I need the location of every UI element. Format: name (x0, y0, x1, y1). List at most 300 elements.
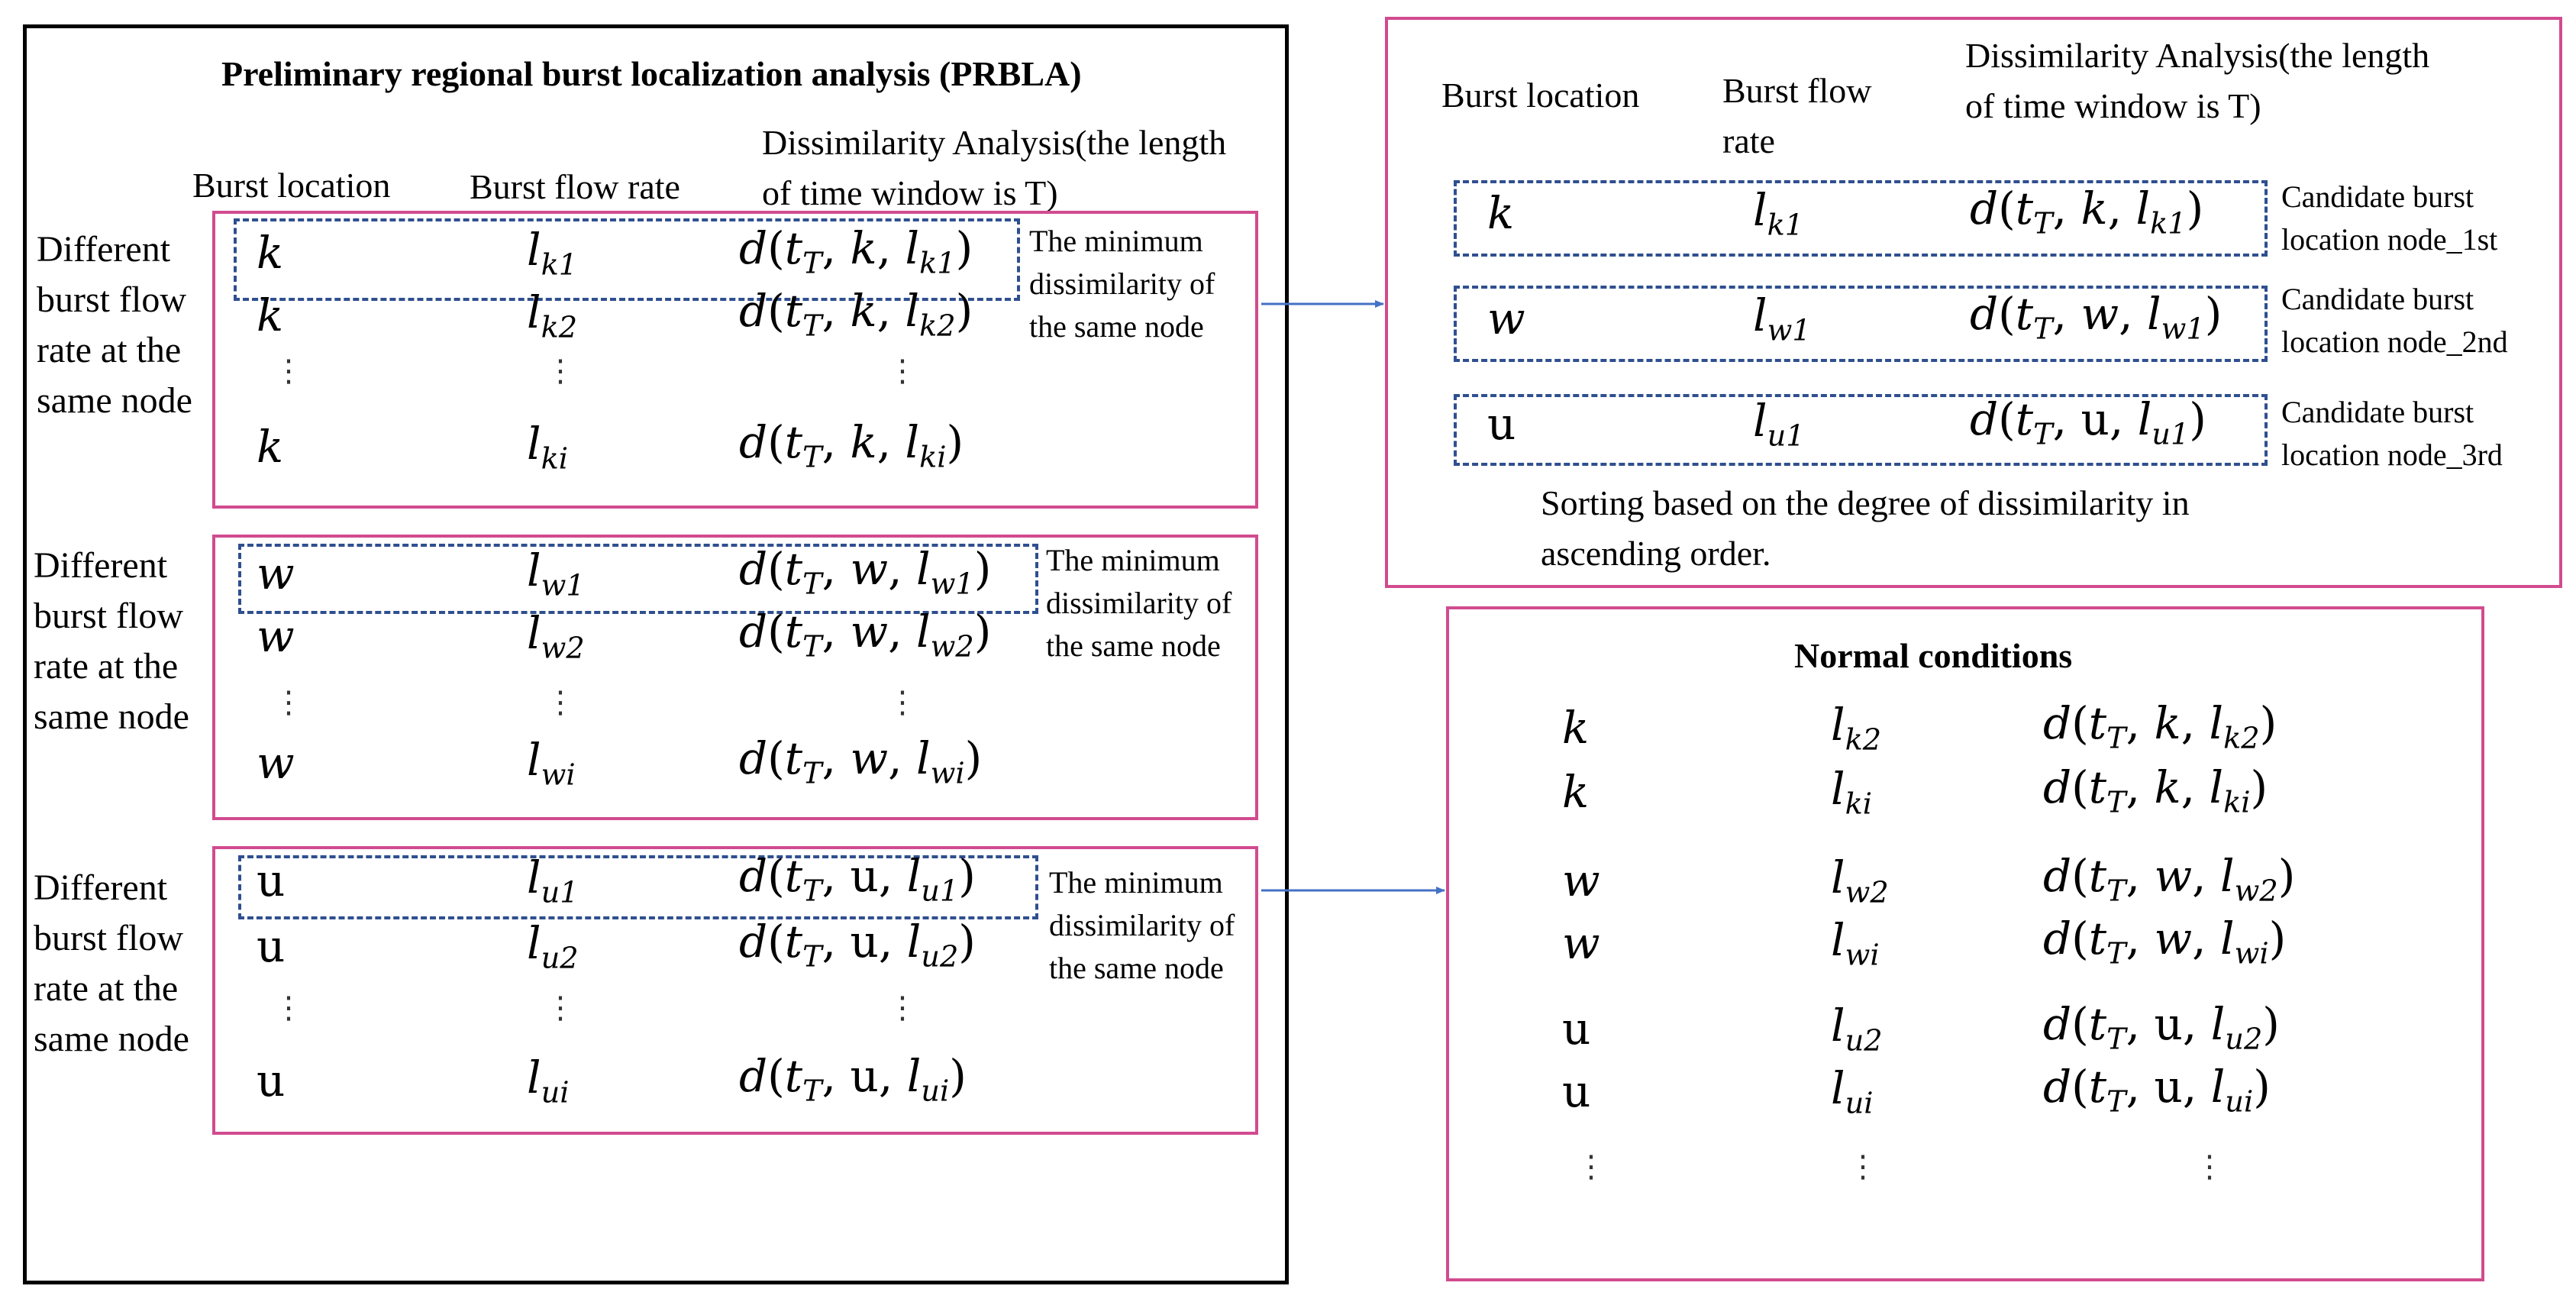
normal-row-5-dissimilarity-close: ) (2262, 998, 2280, 1050)
normal-row-6-dissimilarity-sep2: , (2182, 1061, 2211, 1113)
candidate-row-2-dissimilarity-node: w (2080, 288, 2119, 340)
normal-row-3-flow-base: l (1831, 851, 1845, 903)
g3-row3-dissimilarity-t: t (784, 1050, 803, 1102)
g3-row1-dissimilarity-node: u (850, 850, 879, 902)
g1-row1-flow (527, 224, 578, 283)
normal-row-1-dissimilarity-t-sub: T (2106, 721, 2126, 756)
g2-dissimilarity-ellipsis: ⋮ (887, 685, 918, 720)
g1-row3-dissimilarity-node: k (850, 416, 877, 468)
g2-row3-location (257, 737, 295, 789)
normal-row-4-location-text: w (1562, 917, 1600, 969)
candidate-row-3-dissimilarity-open: ( (1998, 393, 2016, 445)
candidate-row-2-flow-sub: w1 (1767, 313, 1811, 348)
g1-row1-location-text: k (257, 227, 284, 279)
candidate-row-1-dissimilarity-close: ) (2186, 183, 2204, 234)
g1-row3-dissimilarity-fn: d (739, 416, 768, 468)
candidate-label-3rd: Candidate burst location node_3rd (2281, 395, 2503, 472)
g1-row3-dissimilarity-l-sub: ki (919, 440, 947, 475)
g3-row1-location-text: u (257, 855, 286, 906)
g2-row2-dissimilarity-t: t (784, 606, 803, 657)
normal-row-5-dissimilarity-t-sub: T (2106, 1022, 2126, 1057)
g3-row1-flow-base: l (527, 851, 541, 903)
normal-conditions-title: Normal conditions (1794, 636, 2073, 675)
g3-row2-flow-base: l (527, 917, 541, 969)
normal-row-3-dissimilarity-close: ) (2277, 850, 2296, 902)
g2-row2-dissimilarity-node: w (850, 606, 889, 657)
normal-row-5-location-text: u (1562, 1003, 1591, 1055)
normal-row-6-dissimilarity-sep1: , (2126, 1061, 2155, 1113)
candidate-row-1-dissimilarity-open: ( (1998, 183, 2016, 234)
normal-row-2-dissimilarity-sep2: , (2181, 761, 2210, 813)
candidate-row-1-flow (1753, 184, 1804, 243)
g3-row1-flow (527, 851, 579, 910)
normal-row-1-dissimilarity-node: k (2154, 697, 2181, 749)
candidate-row-2-location-text: w (1487, 292, 1525, 344)
normal-dissimilarity-ellipsis: ⋮ (2194, 1149, 2225, 1184)
group-u-note: The minimum dissimilarity of the same node (1049, 865, 1235, 985)
g3-row2-dissimilarity-t: t (784, 916, 803, 968)
g2-row2-dissimilarity (739, 606, 992, 664)
g1-row3-location-text: k (257, 421, 284, 473)
g2-row1-flow (527, 544, 585, 603)
candidate-row-2-dissimilarity-t: t (2015, 288, 2034, 340)
g3-row2-dissimilarity-fn: d (739, 916, 768, 968)
g1-row3-dissimilarity-open: ( (767, 416, 785, 468)
group-k-side-label: Different burst flow rate at the same node (37, 229, 192, 421)
g3-row2-flow-sub: u2 (541, 941, 579, 976)
normal-row-6-dissimilarity-l-sub: ui (2225, 1084, 2254, 1119)
g1-row1-flow-base: l (527, 224, 541, 276)
normal-row-1-dissimilarity-t: t (2088, 697, 2107, 749)
normal-row-2-dissimilarity-node: k (2154, 761, 2181, 813)
normal-row-6-flow-sub: ui (1845, 1086, 1874, 1121)
g2-row2-dissimilarity-l-sub: w2 (930, 629, 974, 664)
g3-row1-dissimilarity-t: t (784, 850, 803, 902)
normal-row-1-dissimilarity-sep2: , (2181, 697, 2210, 749)
g1-flow-ellipsis: ⋮ (545, 354, 576, 389)
g1-row3-flow-base: l (527, 418, 541, 470)
g3-row3-dissimilarity-node: u (850, 1050, 879, 1102)
g1-row3-dissimilarity-close: ) (946, 416, 964, 468)
group-k-note: The minimum dissimilarity of the same node (1029, 224, 1215, 344)
normal-row-5-dissimilarity (2043, 998, 2280, 1057)
normal-row-3-dissimilarity-sep1: , (2126, 850, 2155, 902)
normal-row-6-dissimilarity-open: ( (2071, 1061, 2089, 1113)
normal-row-6-dissimilarity (2043, 1061, 2271, 1119)
g2-row1-dissimilarity-sep1: , (822, 543, 851, 595)
normal-row-4-dissimilarity-open: ( (2071, 913, 2089, 964)
candidate-row-1-location-text: k (1487, 187, 1515, 239)
g3-row3-dissimilarity-l: l (906, 1050, 922, 1102)
normal-row-4-dissimilarity-sep1: , (2126, 913, 2155, 964)
normal-row-1-dissimilarity (2043, 697, 2277, 756)
g3-row2-dissimilarity-open: ( (767, 916, 785, 968)
g2-row1-dissimilarity-fn: d (739, 543, 768, 595)
candidate-row-2-dissimilarity (1970, 288, 2223, 347)
g3-row1-dissimilarity (739, 850, 976, 909)
g2-row1-dissimilarity-t: t (784, 543, 803, 595)
normal-row-2-dissimilarity-open: ( (2071, 761, 2089, 813)
g1-row2-dissimilarity-sep1: , (822, 285, 851, 337)
candidate-row-2-dissimilarity-close: ) (2204, 288, 2223, 340)
normal-row-6-dissimilarity-t: t (2088, 1061, 2107, 1113)
candidate-row-2-dissimilarity-sep2: , (2119, 288, 2148, 340)
g3-row3-dissimilarity-fn: d (739, 1050, 768, 1102)
g2-row3-dissimilarity-node: w (850, 732, 889, 784)
g1-row1-dissimilarity-open: ( (767, 222, 785, 274)
g1-row2-dissimilarity (739, 285, 973, 344)
candidate-row-2-dissimilarity-l: l (2147, 288, 2161, 340)
g1-row3-dissimilarity-sep1: , (822, 416, 851, 468)
normal-row-3-dissimilarity-sep2: , (2192, 850, 2221, 902)
normal-row-2-dissimilarity-t: t (2088, 761, 2107, 813)
group-u-side-label: Different burst flow rate at the same node (34, 867, 189, 1059)
g2-row3-flow (527, 734, 576, 793)
candidate-row-2-location (1487, 292, 1525, 344)
g2-row1-dissimilarity-close: ) (973, 543, 992, 595)
normal-row-1-dissimilarity-close: ) (2259, 697, 2277, 749)
g2-row1-dissimilarity-node: w (850, 543, 889, 595)
g3-row3-location (257, 1055, 286, 1107)
g3-row2-flow (527, 917, 579, 976)
normal-row-3-dissimilarity-l-sub: w2 (2234, 874, 2278, 909)
g3-row3-location-text: u (257, 1055, 286, 1107)
candidate-row-1-dissimilarity-t: t (2015, 183, 2034, 234)
normal-row-4-location (1562, 917, 1600, 969)
normal-row-4-dissimilarity-node: w (2154, 913, 2193, 964)
g1-row2-flow-sub: k2 (541, 310, 578, 345)
cand-header-dissimilarity-analysis: Dissimilarity Analysis(the length of time window is T) (1965, 36, 2430, 125)
normal-row-1-flow (1831, 699, 1882, 758)
normal-row-5-location (1562, 1003, 1591, 1055)
g3-row1-dissimilarity-sep2: , (878, 850, 907, 902)
g2-row2-dissimilarity-open: ( (767, 606, 785, 657)
normal-row-5-dissimilarity-sep1: , (2126, 998, 2155, 1050)
g1-row3-dissimilarity (739, 416, 964, 475)
g3-location-ellipsis: ⋮ (273, 990, 304, 1026)
g2-row1-flow-sub: w1 (541, 568, 585, 603)
normal-row-5-flow-sub: u2 (1845, 1023, 1883, 1058)
candidate-row-1-dissimilarity (1970, 183, 2204, 241)
candidate-row-1-dissimilarity-sep1: , (2052, 183, 2081, 234)
normal-row-2-flow-base: l (1831, 763, 1845, 815)
g1-row3-dissimilarity-t: t (784, 416, 803, 468)
g2-row3-dissimilarity-sep2: , (888, 732, 917, 784)
normal-row-2-flow-sub: ki (1845, 787, 1872, 822)
normal-row-1-flow-sub: k2 (1845, 722, 1882, 758)
g2-row3-dissimilarity-l-sub: wi (930, 756, 965, 791)
g1-row2-location-text: k (257, 289, 284, 341)
normal-row-4-dissimilarity-l: l (2220, 913, 2235, 964)
normal-row-2-flow (1831, 763, 1872, 822)
g3-row2-dissimilarity-t-sub: T (802, 939, 822, 974)
g1-row1-flow-sub: k1 (541, 247, 578, 283)
candidate-row-1-dissimilarity-l: l (2135, 183, 2151, 234)
normal-row-4-flow (1831, 914, 1880, 973)
normal-row-1-flow-base: l (1831, 699, 1845, 751)
normal-row-3-dissimilarity-open: ( (2071, 850, 2089, 902)
g1-row1-dissimilarity-sep2: , (876, 222, 905, 274)
normal-row-4-dissimilarity-sep2: , (2192, 913, 2221, 964)
g1-row3-dissimilarity-sep2: , (876, 416, 905, 468)
g3-row1-dissimilarity-l-sub: u1 (921, 874, 959, 909)
normal-row-3-dissimilarity-node: w (2154, 850, 2193, 902)
candidate-row-3-dissimilarity-l: l (2137, 393, 2152, 445)
normal-row-2-dissimilarity-sep1: , (2126, 761, 2155, 813)
g3-row3-dissimilarity-open: ( (767, 1050, 785, 1102)
normal-row-3-dissimilarity-t: t (2088, 850, 2107, 902)
normal-row-5-flow-base: l (1831, 1000, 1845, 1052)
candidate-row-2-dissimilarity-sep1: , (2052, 288, 2081, 340)
g1-row2-dissimilarity-close: ) (955, 285, 973, 337)
normal-row-2-dissimilarity-t-sub: T (2106, 785, 2126, 820)
g2-row2-dissimilarity-fn: d (739, 606, 768, 657)
normal-row-3-dissimilarity-fn: d (2043, 850, 2072, 902)
g2-row3-dissimilarity-close: ) (964, 732, 983, 784)
g1-row2-location (257, 289, 284, 341)
normal-row-1-location (1562, 702, 1590, 754)
g1-row1-dissimilarity-node: k (850, 222, 877, 274)
normal-row-6-dissimilarity-close: ) (2253, 1061, 2271, 1113)
candidate-row-3-location (1487, 398, 1516, 450)
normal-row-3-flow-sub: w2 (1845, 875, 1889, 910)
g2-row2-dissimilarity-l: l (916, 606, 931, 657)
g2-row2-dissimilarity-sep1: , (822, 606, 851, 657)
candidate-row-2-dissimilarity-fn: d (1970, 288, 1999, 340)
g2-row1-flow-base: l (527, 544, 541, 596)
g1-row3-location (257, 421, 284, 473)
normal-row-1-dissimilarity-sep1: , (2126, 697, 2155, 749)
normal-row-2-location (1562, 766, 1590, 818)
normal-row-2-dissimilarity-l: l (2209, 761, 2224, 813)
g3-row2-location-text: u (257, 920, 286, 972)
g3-row1-dissimilarity-t-sub: T (802, 874, 822, 909)
candidate-row-1-location (1487, 187, 1515, 239)
g1-row1-dissimilarity-sep1: , (822, 222, 851, 274)
normal-location-ellipsis: ⋮ (1576, 1149, 1606, 1184)
g3-row1-dissimilarity-l: l (906, 850, 922, 902)
candidate-row-3-dissimilarity-node: u (2080, 393, 2110, 445)
g1-row2-dissimilarity-fn: d (739, 285, 768, 337)
candidate-row-3-dissimilarity-fn: d (1970, 393, 1999, 445)
candidate-row-2-dissimilarity-open: ( (1998, 288, 2016, 340)
candidate-row-3-dissimilarity-t: t (2015, 393, 2034, 445)
normal-row-3-location-text: w (1562, 855, 1600, 906)
header-dissimilarity-analysis: Dissimilarity Analysis(the length of time window is T) (762, 123, 1227, 212)
normal-row-4-dissimilarity (2043, 913, 2287, 971)
g2-row2-location (257, 610, 295, 662)
normal-row-5-dissimilarity-fn: d (2043, 998, 2072, 1050)
g3-row2-location (257, 920, 286, 972)
g1-row2-flow-base: l (527, 286, 541, 338)
g2-row3-dissimilarity (739, 732, 983, 791)
candidate-row-3-dissimilarity-sep2: , (2109, 393, 2138, 445)
cand-header-burst-flow-rate: Burst flow rate (1722, 71, 1872, 160)
candidate-label-1st: Candidate burst location node_1st (2281, 179, 2498, 257)
normal-row-6-location-text: u (1562, 1065, 1591, 1117)
g2-row3-dissimilarity-l: l (916, 732, 931, 784)
normal-row-5-dissimilarity-l-sub: u2 (2225, 1022, 2263, 1057)
candidate-row-2-flow-base: l (1753, 289, 1767, 341)
g3-row1-flow-sub: u1 (541, 875, 579, 910)
g1-row1-dissimilarity-close: ) (955, 222, 973, 274)
normal-row-4-flow-base: l (1831, 914, 1845, 966)
normal-row-2-dissimilarity-close: ) (2250, 761, 2268, 813)
normal-row-1-dissimilarity-fn: d (2043, 697, 2072, 749)
g3-row2-dissimilarity-l: l (906, 916, 922, 968)
normal-row-2-dissimilarity (2043, 761, 2268, 820)
g2-row3-dissimilarity-t: t (784, 732, 803, 784)
candidate-row-3-dissimilarity-sep1: , (2052, 393, 2081, 445)
g2-row1-dissimilarity-sep2: , (888, 543, 917, 595)
g2-row3-dissimilarity-open: ( (767, 732, 785, 784)
normal-row-5-dissimilarity-open: ( (2071, 998, 2089, 1050)
g1-row1-dissimilarity-fn: d (739, 222, 768, 274)
candidate-row-3-flow (1753, 395, 1805, 454)
g3-row2-dissimilarity-node: u (850, 916, 879, 968)
candidate-row-1-flow-base: l (1753, 184, 1767, 236)
g1-row3-dissimilarity-t-sub: T (802, 440, 822, 475)
g1-dissimilarity-ellipsis: ⋮ (887, 354, 918, 389)
g1-row1-dissimilarity (739, 222, 973, 281)
candidate-row-3-dissimilarity (1970, 393, 2206, 452)
candidate-row-1-dissimilarity-fn: d (1970, 183, 1999, 234)
g2-row1-dissimilarity-t-sub: T (802, 567, 822, 602)
g3-row2-dissimilarity-close: ) (958, 916, 976, 968)
normal-row-3-dissimilarity (2043, 850, 2296, 909)
normal-row-5-dissimilarity-node: u (2154, 998, 2183, 1050)
g1-row2-dissimilarity-sep2: , (876, 285, 905, 337)
g2-row1-location-text: w (257, 548, 295, 599)
g2-row2-dissimilarity-t-sub: T (802, 629, 822, 664)
g3-row3-flow-base: l (527, 1052, 541, 1103)
candidate-row-1-dissimilarity-sep2: , (2107, 183, 2136, 234)
normal-row-6-dissimilarity-fn: d (2043, 1061, 2072, 1113)
header-burst-flow-rate: Burst flow rate (470, 167, 680, 206)
g2-row3-location-text: w (257, 737, 295, 789)
normal-row-6-dissimilarity-node: u (2154, 1061, 2183, 1113)
normal-row-3-location (1562, 855, 1600, 906)
g3-row2-dissimilarity-sep1: , (822, 916, 851, 968)
g3-row3-dissimilarity-l-sub: ui (921, 1074, 950, 1109)
normal-row-5-dissimilarity-sep2: , (2182, 998, 2211, 1050)
g2-row1-dissimilarity-open: ( (767, 543, 785, 595)
candidate-row-3-flow-sub: u1 (1767, 418, 1805, 454)
g1-row2-dissimilarity-t-sub: T (802, 309, 822, 344)
candidate-row-3-location-text: u (1487, 398, 1516, 450)
normal-row-1-dissimilarity-l-sub: k2 (2223, 721, 2260, 756)
g1-row2-dissimilarity-l-sub: k2 (919, 309, 956, 344)
normal-row-5-flow (1831, 1000, 1883, 1058)
normal-row-4-dissimilarity-fn: d (2043, 913, 2072, 964)
candidate-row-2-dissimilarity-l-sub: w1 (2161, 312, 2205, 347)
g3-row3-dissimilarity-close: ) (949, 1050, 967, 1102)
normal-row-2-dissimilarity-fn: d (2043, 761, 2072, 813)
header-burst-location: Burst location (192, 166, 391, 205)
normal-row-3-dissimilarity-l: l (2220, 850, 2235, 902)
g3-row3-flow (527, 1052, 570, 1110)
normal-row-5-dissimilarity-t: t (2088, 998, 2107, 1050)
normal-row-1-dissimilarity-l: l (2209, 697, 2224, 749)
g3-row1-dissimilarity-sep1: , (822, 850, 851, 902)
g2-row2-dissimilarity-close: ) (973, 606, 992, 657)
normal-row-2-location-text: k (1562, 766, 1590, 818)
g1-row1-dissimilarity-l: l (905, 222, 920, 274)
candidate-row-1-flow-sub: k1 (1767, 208, 1804, 243)
g2-row3-flow-sub: wi (541, 758, 576, 793)
sorting-note: Sorting based on the degree of dissimilarity in ascending order. (1541, 483, 2190, 573)
g3-row1-location (257, 855, 286, 906)
g2-row2-dissimilarity-sep2: , (888, 606, 917, 657)
prbla-title: Preliminary regional burst localization analysis (PRBLA) (221, 54, 1082, 93)
g2-row3-flow-base: l (527, 734, 541, 786)
normal-row-3-flow (1831, 851, 1889, 910)
g1-row2-dissimilarity-l: l (905, 285, 920, 337)
normal-row-1-location-text: k (1562, 702, 1590, 754)
normal-flow-ellipsis: ⋮ (1848, 1149, 1878, 1184)
g3-flow-ellipsis: ⋮ (545, 990, 576, 1026)
normal-row-4-dissimilarity-close: ) (2268, 913, 2287, 964)
g2-row2-flow-sub: w2 (541, 631, 585, 666)
g1-row1-dissimilarity-l-sub: k1 (919, 246, 956, 281)
normal-row-4-dissimilarity-t: t (2088, 913, 2107, 964)
g2-row1-dissimilarity (739, 543, 992, 602)
normal-row-4-dissimilarity-t-sub: T (2106, 936, 2126, 971)
g1-row1-dissimilarity-t: t (784, 222, 803, 274)
g3-row1-dissimilarity-fn: d (739, 850, 768, 902)
candidate-row-1-dissimilarity-l-sub: k1 (2150, 206, 2187, 241)
g3-row2-dissimilarity (739, 916, 976, 974)
g1-row3-flow (527, 418, 568, 477)
g1-row1-dissimilarity-t-sub: T (802, 246, 822, 281)
g2-row1-dissimilarity-l: l (916, 543, 931, 595)
normal-row-6-flow (1831, 1062, 1874, 1121)
g2-row3-dissimilarity-fn: d (739, 732, 768, 784)
g2-row2-flow (527, 607, 585, 666)
g1-row2-dissimilarity-node: k (850, 285, 877, 337)
normal-row-6-dissimilarity-t-sub: T (2106, 1084, 2126, 1119)
g2-flow-ellipsis: ⋮ (545, 685, 576, 720)
normal-row-6-dissimilarity-l: l (2210, 1061, 2226, 1113)
g2-location-ellipsis: ⋮ (273, 685, 304, 720)
g2-row2-flow-base: l (527, 607, 541, 659)
g2-row3-dissimilarity-t-sub: T (802, 756, 822, 791)
candidate-row-2-flow (1753, 289, 1811, 348)
g3-row1-dissimilarity-open: ( (767, 850, 785, 902)
g2-row3-dissimilarity-sep1: , (822, 732, 851, 784)
g3-row3-flow-sub: ui (541, 1075, 570, 1110)
g2-row1-dissimilarity-l-sub: w1 (930, 567, 974, 602)
candidate-row-2-dissimilarity-t-sub: T (2033, 312, 2053, 347)
candidate-row-3-dissimilarity-close: ) (2189, 393, 2206, 445)
cand-header-burst-location: Burst location (1441, 76, 1640, 115)
candidate-row-3-dissimilarity-l-sub: u1 (2152, 417, 2190, 452)
g1-location-ellipsis: ⋮ (273, 354, 304, 389)
normal-row-1-dissimilarity-open: ( (2071, 697, 2089, 749)
g3-row3-dissimilarity (739, 1050, 967, 1109)
candidate-label-2nd: Candidate burst location node_2nd (2281, 282, 2508, 359)
g2-row2-location-text: w (257, 610, 295, 662)
g3-row3-dissimilarity-sep1: , (822, 1050, 851, 1102)
normal-row-3-dissimilarity-t-sub: T (2106, 874, 2126, 909)
g1-row3-dissimilarity-l: l (905, 416, 920, 468)
g3-row3-dissimilarity-t-sub: T (802, 1074, 822, 1109)
normal-row-6-flow-base: l (1831, 1062, 1845, 1114)
g3-row2-dissimilarity-sep2: , (878, 916, 907, 968)
candidate-row-1-dissimilarity-node: k (2080, 183, 2108, 234)
g3-dissimilarity-ellipsis: ⋮ (887, 990, 918, 1026)
g3-row2-dissimilarity-l-sub: u2 (921, 939, 959, 974)
